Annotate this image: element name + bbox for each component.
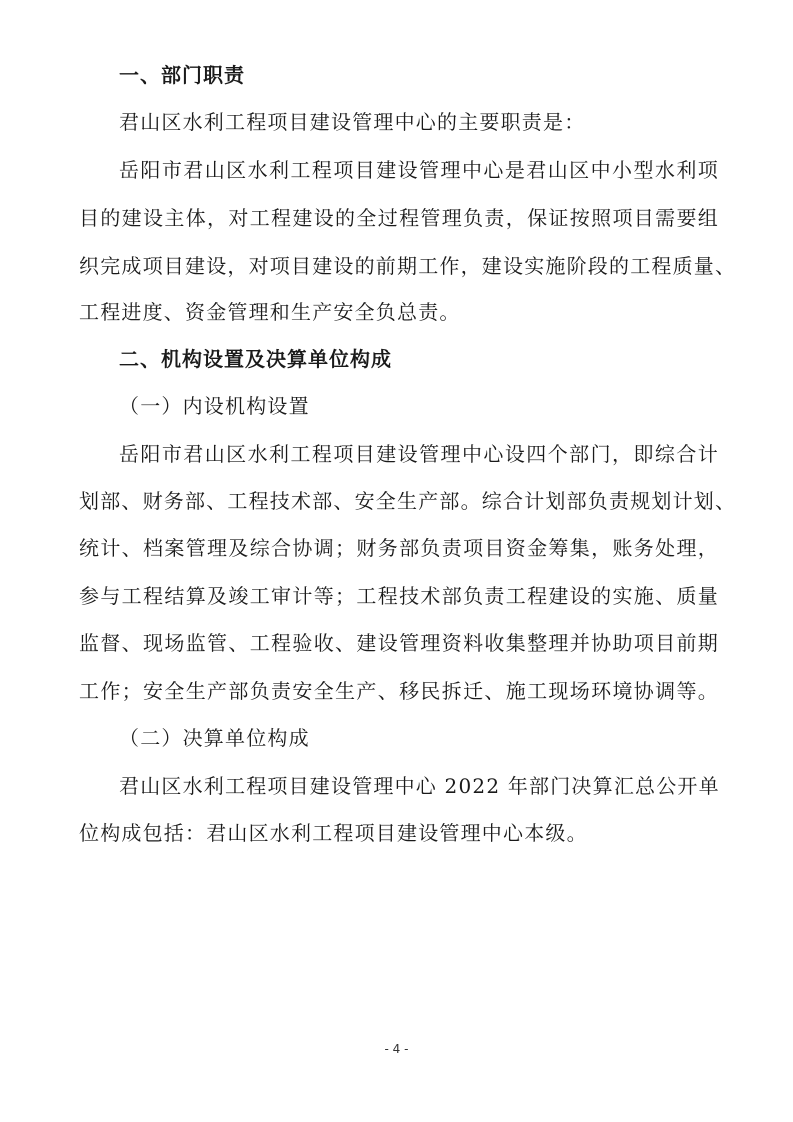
internal-paragraph-line: 参与工程结算及竣工审计等；工程技术部负责工程建设的实施、质量 — [79, 584, 719, 608]
internal-paragraph-line: 监督、现场监管、工程验收、建设管理资料收集整理并协助项目前期 — [79, 631, 719, 655]
duties-paragraph-line: 目的建设主体，对工程建设的全过程管理负责，保证按照项目需要组 — [79, 206, 719, 230]
internal-paragraph-line: 划部、财务部、工程技术部、安全生产部。综合计划部负责规划计划、 — [79, 489, 737, 513]
duties-paragraph-line: 织完成项目建设，对项目建设的前期工作，建设实施阶段的工程质量、 — [79, 254, 737, 278]
units-paragraph-line: 君山区水利工程项目建设管理中心 2022 年部门决算汇总公开单 — [119, 774, 720, 798]
subsection-heading-internal: （一）内设机构设置 — [119, 394, 310, 418]
internal-paragraph-line: 岳阳市君山区水利工程项目建设管理中心设四个部门，即综合计 — [119, 442, 719, 466]
duties-paragraph-line: 岳阳市君山区水利工程项目建设管理中心是君山区中小型水利项 — [119, 158, 719, 182]
units-paragraph-line: 位构成包括：君山区水利工程项目建设管理中心本级。 — [79, 821, 588, 845]
section-heading-duties: 一、部门职责 — [119, 63, 245, 87]
subsection-heading-units: （二）决算单位构成 — [119, 726, 310, 750]
internal-paragraph-line: 统计、档案管理及综合协调；财务部负责项目资金筹集，账务处理， — [79, 536, 719, 560]
internal-paragraph-line: 工作；安全生产部负责安全生产、移民拆迁、施工现场环境协调等。 — [79, 679, 719, 703]
section-heading-structure: 二、机构设置及决算单位构成 — [119, 347, 392, 371]
page-number: - 4 - — [384, 1042, 409, 1056]
duties-intro: 君山区水利工程项目建设管理中心的主要职责是： — [119, 110, 586, 134]
duties-paragraph-line: 工程进度、资金管理和生产安全负总责。 — [79, 300, 461, 324]
